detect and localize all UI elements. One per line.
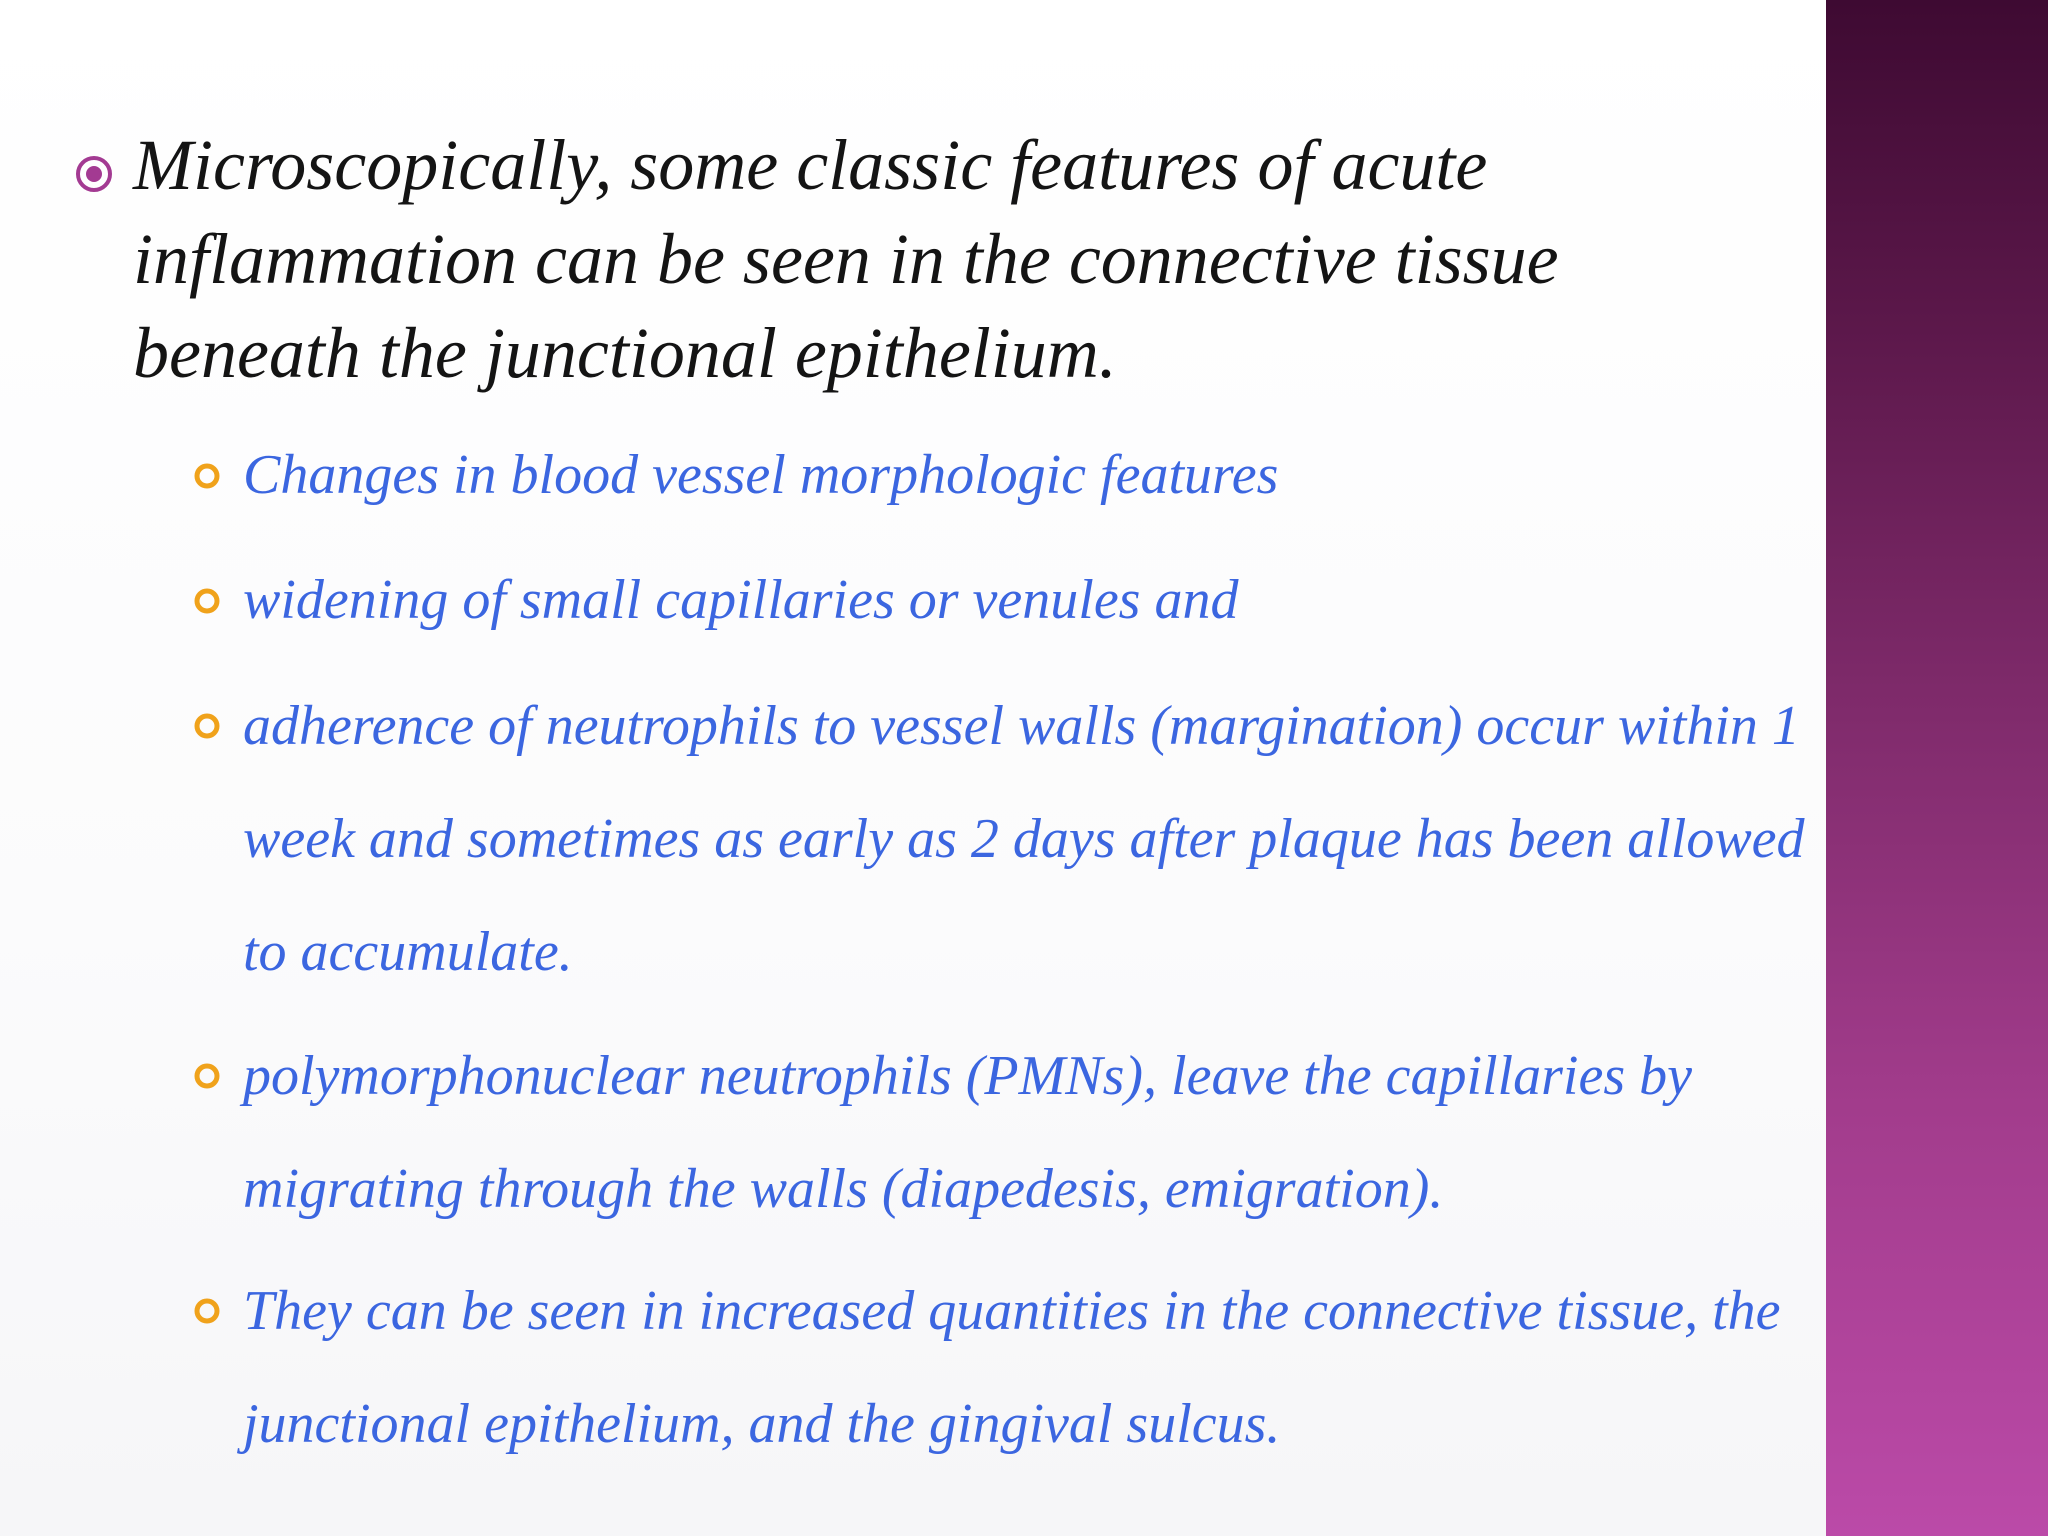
ring-icon <box>193 1062 221 1090</box>
sub-bullet-text: Changes in blood vessel morphologic features <box>243 444 1279 506</box>
ring-icon <box>193 587 221 615</box>
sub-bullet-text: They can be seen in increased quantities in the connective tissue, the junctional epithelium, and the gingival sulcus. <box>243 1280 1781 1455</box>
decorative-side-bar <box>1826 0 2048 1536</box>
target-ring-icon <box>74 154 114 194</box>
ring-icon <box>193 462 221 490</box>
sub-bullet-text: adherence of neutrophils to vessel walls (margination) occur within 1 week and sometimes as early as 2 days after plaque has been allowed to accumulate. <box>243 695 1805 983</box>
sub-bullet-text: widening of small capillaries or venules and <box>243 569 1239 631</box>
ring-icon <box>193 712 221 740</box>
ring-icon <box>193 1297 221 1325</box>
main-bullet-text: Microscopically, some classic features of acute inflammation can be seen in the connective tissue beneath the junctional epithelium. <box>133 125 1559 393</box>
sub-bullet-text: polymorphonuclear neutrophils (PMNs), leave the capillaries by migrating through the walls (diapedesis, emigration). <box>243 1045 1692 1220</box>
